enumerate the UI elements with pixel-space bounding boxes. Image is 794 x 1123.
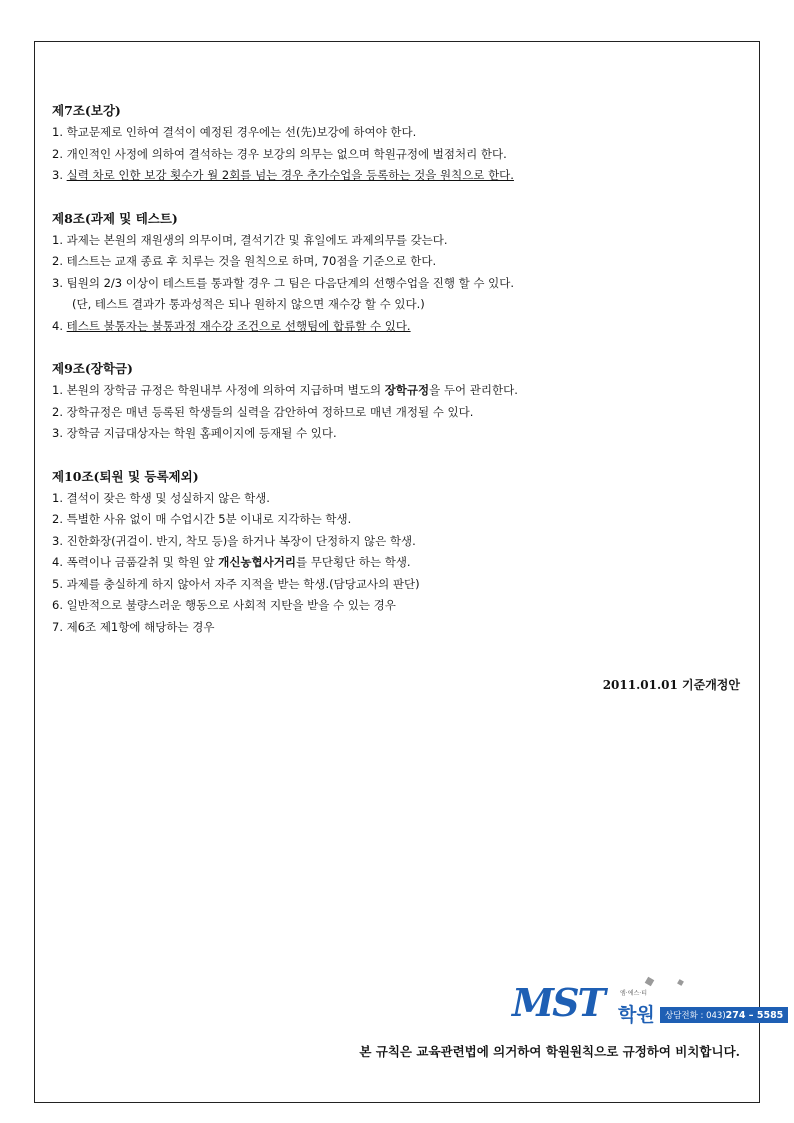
clause-line: 6. 일반적으로 불량스러운 행동으로 사회적 지탄을 받을 수 있는 경우 <box>52 598 396 612</box>
revision-date: 2011.01.01 기준개정안 <box>602 678 740 692</box>
footer-notice: 본 규칙은 교육관련법에 의거하여 학원원칙으로 규정하여 비치합니다. <box>359 1044 740 1059</box>
clause-line <box>52 165 752 187</box>
clause-line: 1. 과제는 본원의 재원생의 의무이며, 결석기간 및 휴일에도 과제의무를 갖는다. <box>52 232 448 247</box>
article-title: 제8조(과제 및 테스트) <box>52 210 178 226</box>
clause-line: 5. 과제를 충실하게 하지 않아서 자주 지적을 받는 학생.(담당교사의 판단) <box>52 576 420 591</box>
article-7 <box>52 100 752 187</box>
clause-line: 2. 장학규정은 매년 등록된 학생들의 실력을 감안하여 정하므로 매년 개정될 수 있다. <box>52 404 474 419</box>
clause-number: 4. <box>52 318 67 333</box>
underlined-clause: 테스트 불통자는 불통과정 재수강 조건으로 선행팀에 합류할 수 있다. <box>66 318 411 333</box>
clause-text: 1. 본원의 장학금 규정은 학원내부 사정에 의하여 지급하며 별도의 <box>52 383 385 397</box>
decorative-square-icon <box>677 979 684 986</box>
document-body <box>52 100 752 659</box>
bold-term: 개신농협사거리 <box>218 555 296 569</box>
phone-label: 상담전화 : 043) <box>665 1011 726 1021</box>
logo-subtitle: 엠·에스·티 <box>620 990 647 997</box>
clause-line: 3. 진한화장(귀걸이. 반지, 착모 등)을 하거나 복장이 단정하지 않은 학생. <box>52 533 416 548</box>
clause-line: 1. 학교문제로 인하여 결석이 예정된 경우에는 선(先)보강에 하여야 한다. <box>52 125 417 139</box>
article-9 <box>52 358 752 445</box>
clause-line <box>52 380 752 402</box>
phone-number: 274 – 5585 <box>725 1010 784 1021</box>
clause-line: 3. 팀원의 2/3 이상이 테스트를 통과할 경우 그 팀은 다음단계의 선행수업을 진행 할 수 있다. <box>52 275 515 290</box>
article-10 <box>52 466 752 639</box>
logo-mark <box>512 980 604 1025</box>
clause-line: 3. 장학금 지급대상자는 학원 홈페이지에 등재될 수 있다. <box>52 426 337 440</box>
phone-banner <box>660 1007 788 1023</box>
clause-text: 을 두어 관리한다. <box>429 383 518 397</box>
clause-line: 2. 특별한 사유 없이 매 수업시간 5분 이내로 지각하는 학생. <box>52 512 352 526</box>
academy-logo <box>510 978 784 1034</box>
article-title: 제10조(퇴원 및 등록제외) <box>52 468 199 484</box>
clause-line: 2. 테스트는 교재 종료 후 치루는 것을 원칙으로 하며, 70점을 기준으로 한다. <box>52 254 437 268</box>
logo-mark-text: MST <box>512 980 604 1025</box>
article-8 <box>52 208 752 338</box>
clause-line <box>52 316 752 338</box>
underlined-clause: 실력 차로 인한 보강 횟수가 월 2회를 넘는 경우 추가수업을 등록하는 것을 원칙으로 한다. <box>66 168 514 182</box>
clause-note: (단, 테스트 결과가 통과성적은 되나 원하지 않으면 재수강 할 수 있다.) <box>72 297 425 311</box>
clause-line: 2. 개인적인 사정에 의하여 결석하는 경우 보강의 의무는 없으며 학원규정에 벌점처리 한다. <box>52 146 507 161</box>
clause-line: 7. 제6조 제1항에 해당하는 경우 <box>52 619 215 634</box>
clause-line: 1. 결석이 잦은 학생 및 성실하지 않은 학생. <box>52 490 270 505</box>
clause-line <box>52 552 752 574</box>
clause-number: 3. <box>52 168 67 182</box>
article-title: 제9조(장학금) <box>52 361 133 376</box>
bold-term: 장학규정 <box>384 383 430 397</box>
decorative-square-icon <box>645 977 655 987</box>
clause-text: 를 무단횡단 하는 학생. <box>295 555 411 569</box>
clause-text: 4. 폭력이나 금품갈취 및 학원 앞 <box>52 555 219 569</box>
logo-name: 학원 <box>618 1004 655 1026</box>
article-title: 제7조(보강) <box>52 103 121 118</box>
